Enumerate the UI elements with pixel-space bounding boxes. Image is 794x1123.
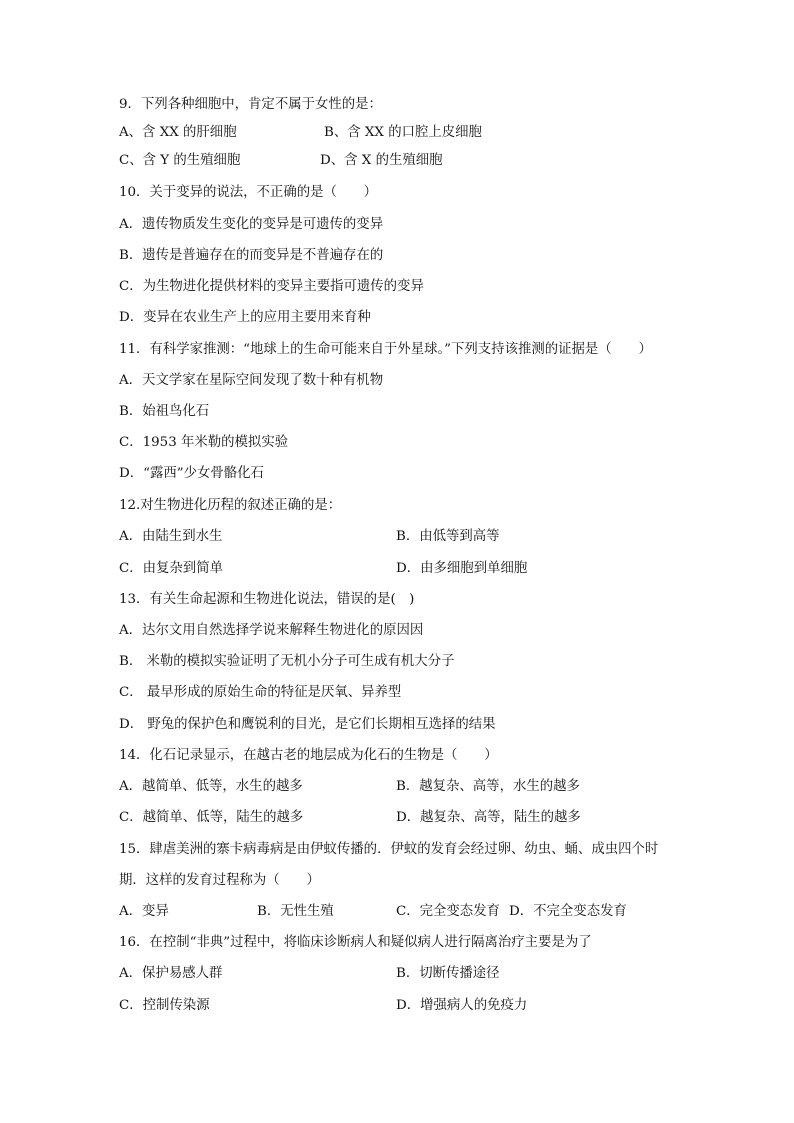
question-11-stem: 11．有科学家推测：“地球上的生命可能来自于外星球。”下列支持该推测的证据是（ ） — [119, 342, 652, 357]
question-15-option-d: D．不完全变态发育 — [509, 904, 627, 919]
question-12-stem: 12.对生物进化历程的叙述正确的是： — [119, 498, 342, 513]
question-16-option-c: C．控制传染源 — [119, 998, 210, 1013]
question-9-option-b: B、含 XX 的口腔上皮细胞 — [324, 125, 482, 140]
question-15-option-c: C．完全变态发育 — [396, 904, 500, 919]
question-12-option-b: B．由低等到高等 — [396, 529, 500, 544]
question-10-option-c: C．为生物进化提供材料的变异主要指可遗传的变异 — [119, 279, 424, 294]
question-15-option-b: B．无性生殖 — [257, 904, 334, 919]
question-12-option-a: A．由陆生到水生 — [119, 529, 223, 544]
question-13-option-b: B． 米勒的模拟实验证明了无机小分子可生成有机大分子 — [119, 654, 455, 669]
question-12-option-d: D．由多细胞到单细胞 — [396, 561, 528, 576]
question-9-option-c: C、含 Y 的生殖细胞 — [119, 153, 241, 168]
question-10-option-b: B．遗传是普遍存在的而变异是不普遍存在的 — [119, 248, 384, 263]
question-14-stem: 14．化石记录显示，在越古老的地层成为化石的生物是（ ） — [119, 748, 498, 763]
question-16-stem: 16．在控制“非典”过程中，将临床诊断病人和疑似病人进行隔离治疗主要是为了 — [119, 935, 592, 950]
question-15-option-a: A．变异 — [119, 904, 169, 919]
question-14-option-c: C．越简单、低等，陆生的越多 — [119, 810, 304, 825]
question-9-stem: 9．下列各种细胞中，肯定不属于女性的是： — [119, 97, 382, 112]
question-12-option-c: C．由复杂到简单 — [119, 561, 223, 576]
question-16-option-a: A．保护易感人群 — [119, 966, 223, 981]
question-11-option-a: A．天文学家在星际空间发现了数十种有机物 — [119, 373, 384, 388]
question-13-option-c: C． 最早形成的原始生命的特征是厌氧、异养型 — [119, 685, 402, 700]
question-15-stem-line1: 15．肆虐美洲的寨卡病毒病是由伊蚊传播的．伊蚊的发育会经过卵、幼虫、蛹、成虫四个时 — [119, 842, 659, 857]
question-9-option-d: D、含 X 的生殖细胞 — [320, 153, 443, 168]
question-16-option-d: D．增强病人的免疫力 — [396, 998, 528, 1013]
question-13-option-a: A．达尔文用自然选择学说来解释生物进化的原因因 — [119, 623, 424, 638]
question-14-option-a: A．越简单、低等，水生的越多 — [119, 779, 303, 794]
question-9-option-a: A、含 XX 的肝细胞 — [119, 125, 237, 140]
question-14-option-b: B．越复杂、高等，水生的越多 — [396, 779, 580, 794]
question-13-stem: 13．有关生命起源和生物进化说法，错误的是( ) — [119, 592, 415, 607]
question-10-option-a: A．遗传物质发生变化的变异是可遗传的变异 — [119, 217, 384, 232]
question-13-option-d: D． 野兔的保护色和鹰锐利的目光，是它们长期相互选择的结果 — [119, 717, 496, 732]
question-11-option-c: C．1953 年米勒的模拟实验 — [119, 435, 289, 450]
question-16-option-b: B．切断传播途径 — [396, 966, 500, 981]
question-10-stem: 10．关于变异的说法，不正确的是（ ） — [119, 185, 378, 200]
question-11-option-b: B．始祖鸟化石 — [119, 404, 210, 419]
question-10-option-d: D．变异在农业生产上的应用主要用来育种 — [119, 310, 371, 325]
question-15-stem-line2: 期．这样的发育过程称为（ ） — [119, 873, 320, 888]
question-14-option-d: D．越复杂、高等，陆生的越多 — [396, 810, 581, 825]
question-11-option-d: D．“露西”少女骨骼化石 — [119, 466, 264, 481]
